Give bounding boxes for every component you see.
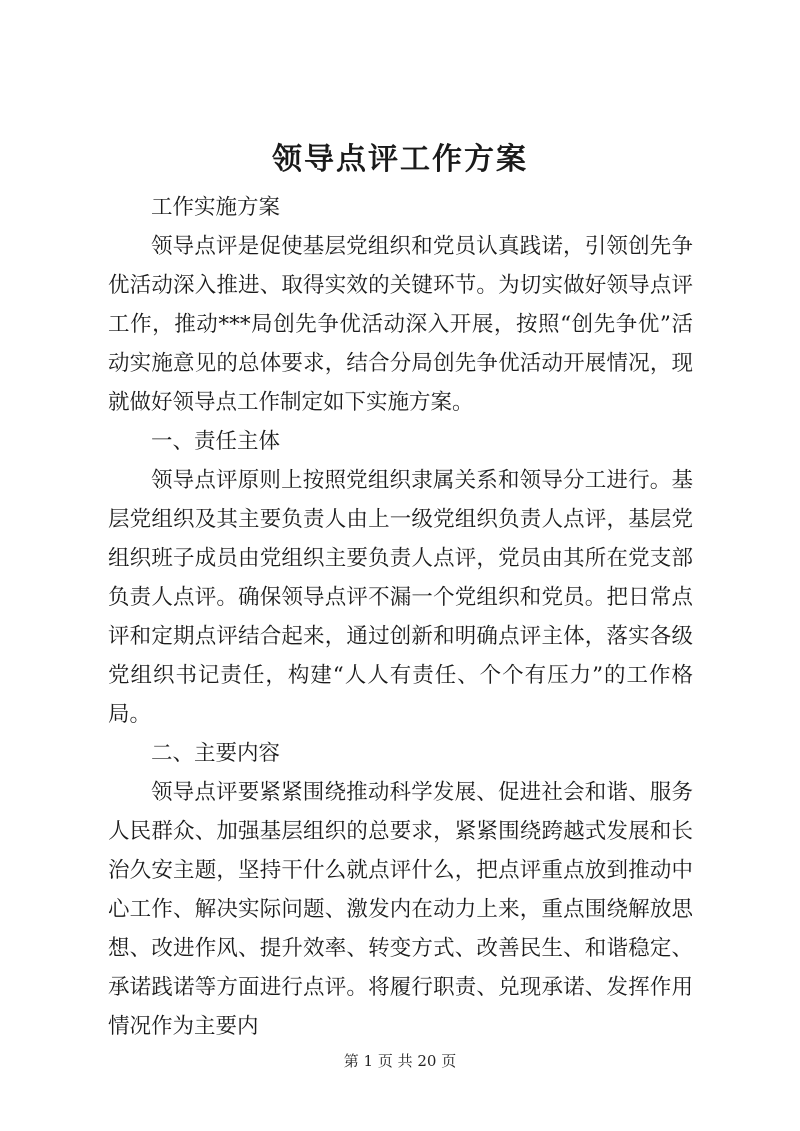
document-body xyxy=(108,188,693,1046)
intro-paragraph: 领导点评是促使基层党组织和党员认真践诺，引领创先争优活动深入推进、取得实效的关键环节。为切实做好领导点评工作，推动***局创先争优活动深入开展，按照“创先争优”活动实施意见的总体要求，结合分局创先争优活动开展情况，现就做好领导点工作制定如下实施方案。 xyxy=(108,234,693,415)
document-title: 领导点评工作方案 xyxy=(272,142,528,177)
section-heading-content: 二、主要内容 xyxy=(151,741,281,766)
section-body-responsibility: 领导点评原则上按照党组织隶属关系和领导分工进行。基层党组织及其主要负责人由上一级党组织负责人点评，基层党组织班子成员由党组织主要负责人点评，党员由其所在党支部负责人点评。确保领导点评不漏一个党组织和党员。把日常点评和定期点评结合起来，通过创新和明确点评主体，落实各级党组织书记责任，构建“人人有责任、个个有压力”的工作格局。 xyxy=(108,468,693,727)
section-heading-responsibility: 一、责任主体 xyxy=(151,429,281,454)
subtitle: 工作实施方案 xyxy=(151,195,281,220)
page-footer: 第 1 页 共 20 页 xyxy=(343,1052,457,1070)
section-body-content: 领导点评要紧紧围绕推动科学发展、促进社会和谐、服务人民群众、加强基层组织的总要求，紧紧围绕跨越式发展和长治久安主题，坚持干什么就点评什么，把点评重点放到推动中心工作、解决实际问题、激发内在动力上来，重点围绕解放思想、改进作风、提升效率、转变方式、改善民生、和谐稳定、承诺践诺等方面进行点评。将履行职责、兑现承诺、发挥作用情况作为主要内 xyxy=(108,780,693,1039)
